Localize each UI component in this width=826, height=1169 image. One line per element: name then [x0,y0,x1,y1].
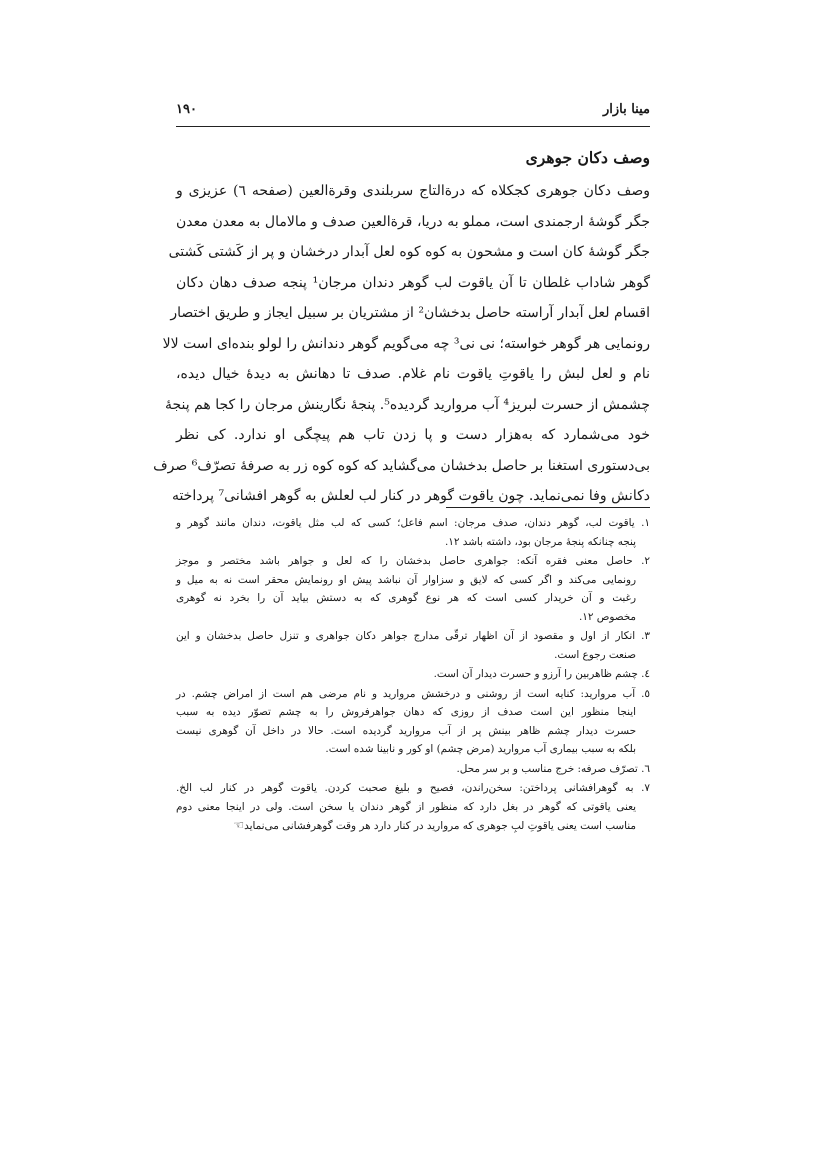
pointing-hand-icon: ☜ [233,818,245,832]
section-title: وصف دکان جوهری [525,148,650,167]
footnote-2 [176,552,650,626]
body-line: رونمایی هر گوهر خواسته؛ نی نی³ چه می‌گویم گوهر دندانش را لولو بنده‌ای است لالا [162,335,650,352]
page-number: ۱۹۰ [176,102,197,117]
footnotes [176,514,650,837]
footnote-line: رغبت و آن خریدار کسی است که هر نوع گوهری که به دستش بیاید آن را بخرد نه گوهری [176,592,636,604]
body-line: نام و لعل لبش را یاقوتِ یاقوت نام غلام. صدف تا دهانش به دیدهٔ خیال دیده، [176,366,650,382]
body-line: اقسام لعل آبدار آراسته حاصل بدخشان² از مشتریان بر سبیل ایجاز و طریق اختصار [170,305,650,321]
footnote-line: صنعت رجوع است. [554,648,636,661]
footnote-line: یعنی یاقوتی که گوهر در بغل دارد که منظور از گوهر دندان یا سخن است. ولی در اینجا معنی دوم [176,800,636,813]
footnote-line: ٤. چشم ظاهربین را آرزو و حسرت دیدار آن است. [433,668,650,680]
footnote-5 [176,685,650,759]
body-line: خود می‌شمارد که به‌هزار دست و پا زدن تاب هم پیچگی او ندارد. کی نظر [176,427,650,443]
footnote-3 [176,627,650,664]
body-text [153,176,650,512]
footnote-separator [446,507,650,508]
footnote-line: بلکه به سبب بیماری آب مروارید (مرض چشم) او کور و نابینا شده است. [325,743,636,755]
footnote-line: اینجا منظور این است صدف از روزی که دهان جواهرفروش را به چشم تصوّر دیده به سبب [176,706,636,718]
footnote-line: رونمایی می‌کند و اگر کسی که لایق و سزاوار آن نباشد پیش او رونمایش محقر است نه به میل و [176,573,636,586]
footnote-line: ۱. یاقوت لب، گوهر دندان، صدف مرجان: اسم فاعل؛ کسی که لب مثل یاقوت، دندان مانند گوهر و [176,517,650,529]
footnote-line [176,816,650,836]
body-line: جگر گوشهٔ ارجمندی است، مملو به دریا، قرةالعین صدف و مالامال به معدن معدن [176,213,650,230]
footnote-line: ٥. آب مروارید: کنایه است از روشنی و درخشش مروارید و نام مرضی هم است از امراض چشم. در [176,687,650,700]
footnote-6 [176,760,650,779]
footnote-line: حسرت دیدار چشم ظاهر بینش پر از آب مروارید گردیده است. حالا در داخل آن گوهری نیست [176,724,636,737]
footnote-7 [176,779,650,836]
footnote-line-text: مناسب است یعنی یاقوتِ لبِ جوهری که مروارید در کنار دارد هر وقت گوهرفشانی می‌نماید [244,820,636,832]
body-line: گوهر شاداب غلطان تا آن یاقوت لب گوهر دندان مرجان¹ پنجه صدف دهان دکان [176,274,650,291]
body-line: چشمش از حسرت لبریز⁴ آب مروارید گردیده⁵. پنجهٔ نگارینش مرجان را کجا هم پنجهٔ [164,396,650,413]
body-line: جگر گوشهٔ کان است و مشحون به کوه کوه لعل آبدار درخشان و پر از کَشتی کَشتی [168,244,650,260]
footnote-1 [176,514,650,551]
page-header [176,96,650,127]
footnote-line: پنجه چنانکه پنجهٔ مرجان بود، داشته باشد ۱۲. [444,535,636,548]
footnote-line: ٦. تصرّف صرفه: خرج مناسب و بر سر محل. [456,762,650,775]
body-line: دکانش وفا نمی‌نماید. چون یاقوت گوهر در کنار لب لعلش به گوهر افشانی⁷ پرداخته [171,488,650,504]
footnote-line: ۲. حاصل معنی فقره آنکه: جواهری حاصل بدخشان را که لعل و جواهر باشد مختصر و موجز [176,555,650,567]
body-line: بی‌دستوری استغنا بر حاصل بدخشان می‌گشاید که کوه کوه زر به صرفهٔ تصرّف⁶ صرف [153,457,650,474]
body-line: وصف دکان جوهری کجکلاه که درةالتاج سربلندی وقرةالعین (صفحه ٦) عزیزی و [176,183,650,199]
footnote-4 [176,665,650,684]
footnote-line: ۳. انکار از اول و مقصود از آن اظهار ترقّی مدارج جواهر دکان جواهری و تنزل حاصل بدخشان و این [176,630,650,642]
running-head: مینا بازار [602,102,650,117]
footnote-line: ٧. به گوهرافشانی پرداختن: سخن‌راندن، فصیح و بلیغ صحبت کردن. یاقوت گوهر در کنار لب الخ. [176,782,650,794]
footnote-line: مخصوص ۱۲. [578,610,636,623]
